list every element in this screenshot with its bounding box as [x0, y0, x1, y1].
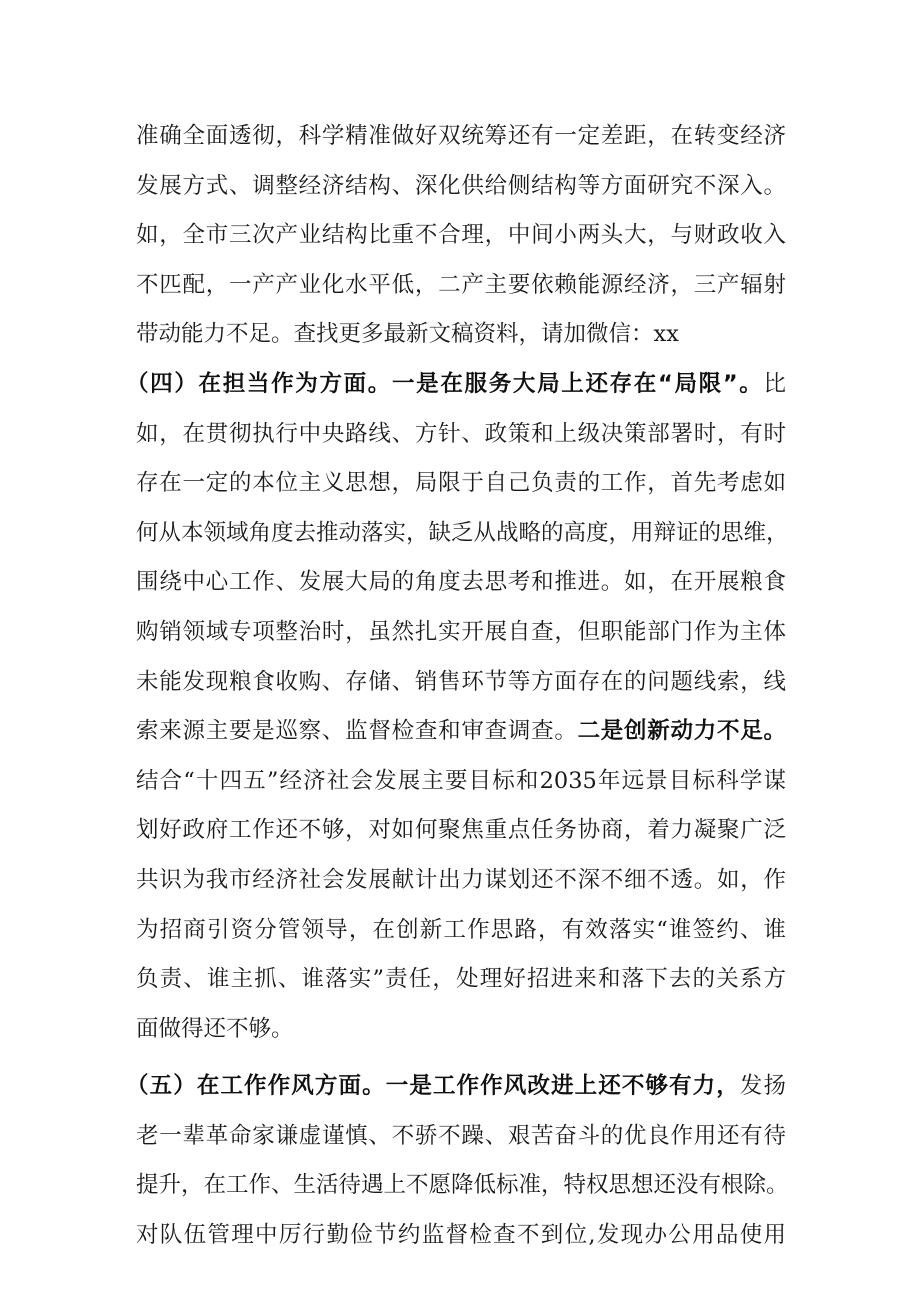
- text-line: 划好政府工作还不够，对如何聚焦重点任务协商，着力凝聚广泛: [136, 817, 786, 844]
- section-heading-5: （五）在工作作风方面。: [126, 1073, 386, 1100]
- text-line: 未能发现粮食收购、存储、销售环节等方面存在的问题线索，线: [136, 668, 786, 695]
- point-heading: 一是工作作风改进上还不够有力，: [385, 1073, 740, 1100]
- text-line: 发展方式、调整经济结构、深化供给侧结构等方面研究不深入。: [136, 172, 786, 199]
- text-line: 如，在贯彻执行中央路线、方针、政策和上级决策部署时，有时: [136, 420, 786, 447]
- text-line: 面做得还不够。: [136, 1015, 294, 1042]
- text-line: [126, 360, 786, 410]
- text-line: 提升，在工作、生活待遇上不愿降低标准，特权思想还没有根除。: [136, 1172, 789, 1199]
- text-line: [126, 1062, 786, 1112]
- point-heading: 一是在服务大局上还存在“局限”。: [392, 370, 764, 397]
- text-line: 存在一定的本位主义思想，局限于自己负责的工作，首先考虑如: [136, 470, 786, 497]
- paragraph-3: [126, 1062, 789, 1260]
- section-heading-4: （四）在担当作为方面。: [126, 370, 392, 397]
- text-fragment: 发扬: [739, 1073, 786, 1100]
- text-line: 购销领域专项整治时，虽然扎实开展自查，但职能部门作为主体: [136, 618, 786, 645]
- text-line: 负责、谁主抓、谁落实”责任，处理好招进来和落下去的关系方: [136, 966, 786, 993]
- text-line: 不匹配，一产产业化水平低，二产主要依赖能源经济，三产辐射: [136, 271, 786, 298]
- paragraph-gap: [136, 1054, 786, 1062]
- text-fragment: 比: [763, 370, 786, 397]
- document-body: [126, 112, 789, 1261]
- text-line: 何从本领域角度去推动落实，缺乏从战略的高度，用辩证的思维，: [136, 519, 789, 546]
- text-line: 围绕中心工作、发展大局的角度去思考和推进。如，在开展粮食: [136, 569, 786, 596]
- text-line: 带动能力不足。查找更多最新文稿资料，请加微信：xx: [136, 321, 679, 348]
- text-line: 如，全市三次产业结构比重不合理，中间小两头大，与财政收入: [136, 222, 786, 249]
- text-fragment: 索来源主要是巡察、监督检查和审查调查。: [136, 718, 578, 745]
- paragraph-2: [126, 360, 789, 1054]
- text-line: 对队伍管理中厉行勤俭节约监督检查不到位,发现办公用品使用: [136, 1222, 786, 1249]
- text-line: 为招商引资分管领导，在创新工作思路，有效落实“谁签约、谁: [136, 916, 786, 943]
- paragraph-1: [136, 112, 786, 360]
- text-line: 结合“十四五”经济社会发展主要目标和2035年远景目标科学谋: [136, 767, 786, 794]
- point-heading: 二是创新动力不足。: [577, 718, 786, 745]
- text-line: 共识为我市经济社会发展献计出力谋划还不深不细不透。如，作: [136, 866, 786, 893]
- text-line: 老一辈革命家谦虚谨慎、不骄不躁、艰苦奋斗的优良作用还有待: [136, 1122, 786, 1149]
- text-line: [136, 707, 786, 757]
- text-line: 准确全面透彻，科学精准做好双统筹还有一定差距，在转变经济: [136, 123, 786, 149]
